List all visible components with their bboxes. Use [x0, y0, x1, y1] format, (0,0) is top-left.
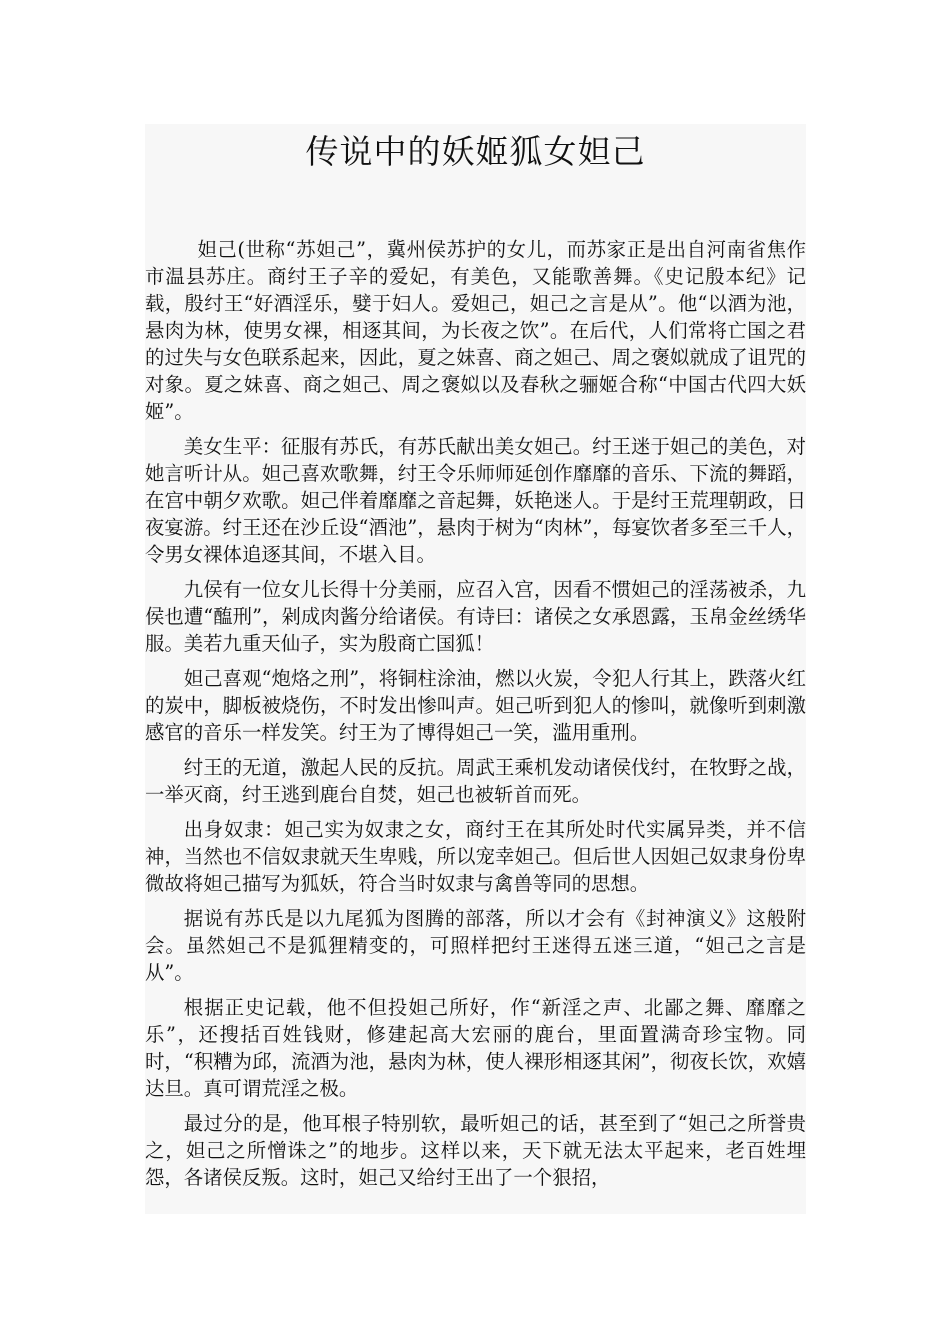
document-title: 传说中的妖姬狐女妲己 [305, 132, 646, 171]
paragraph-origin: 出身奴隶：妲己实为奴隶之女，商纣王在其所处时代实属异类，并不信神，当然也不信奴隶就天生卑贱，所以宠幸妲己。但后世人因妲己奴隶身份卑微故将妲己描写为狐妖，符合当时奴隶与禽兽等同的思想。 [145, 818, 806, 895]
paragraph-excess: 最过分的是，他耳根子特别软，最听妲己的话，甚至到了“妲己之所誉贵之，妲己之所憎诛之”的地步。这样以来，天下就无法太平起来，老百姓埋怨，各诸侯反叛。这时，妲己又给纣王出了一个狠招， [145, 1112, 806, 1189]
paragraph-jiuhou: 九侯有一位女儿长得十分美丽，应召入宫，因看不惯妲己的淫荡被杀，九侯也遭“醢刑”，剁成肉酱分给诸侯。有诗曰：诸侯之女承恩露，玉帛金丝绣华服。美若九重天仙子，实为殷商亡国狐！ [145, 578, 806, 655]
paragraph-paoluo: 妲己喜观“炮烙之刑”，将铜柱涂油，燃以火炭，令犯人行其上，跌落火红的炭中，脚板被烧伤，不时发出惨叫声。妲己听到犯人的惨叫，就像听到刺激感官的音乐一样发笑。纣王为了博得妲己一笑，滥用重刑。 [145, 667, 806, 744]
paragraph-downfall: 纣王的无道，激起人民的反抗。周武王乘机发动诸侯伐纣，在牧野之战，一举灭商，纣王逃到鹿台自焚，妲己也被斩首而死。 [145, 756, 806, 806]
paragraph-history: 根据正史记载，他不但投妲己所好，作“新淫之声、北鄙之舞、靡靡之乐”，还搜括百姓钱财，修建起高大宏丽的鹿台，里面置满奇珍宝物。同时，“积糟为邱，流酒为池，悬肉为林，使人裸形相逐其闲”，彻夜长饮，欢嬉达旦。真可谓荒淫之极。 [145, 996, 806, 1100]
document-body [145, 236, 806, 1191]
paragraph-legend: 据说有苏氏是以九尾狐为图腾的部落，所以才会有《封神演义》这般附会。虽然妲己不是狐狸精变的，可照样把纣王迷得五迷三道，“妲己之言是从”。 [145, 907, 806, 984]
paragraph-daji-intro: 妲己(世称“苏妲己”，冀州侯苏护的女儿，而苏家正是出自河南省焦作市温县苏庄。商纣王子辛的爱妃，有美色，又能歌善舞。《史记殷本纪》记载，殷纣王“好酒淫乐，嬖于妇人。爱妲己，妲己之言是从”。他“以酒为池，悬肉为林，使男女裸，相逐其间，为长夜之饮”。在后代，人们常将亡国之君的过失与女色联系起来，因此，夏之妹喜、商之妲己、周之褒姒就成了诅咒的对象。夏之妹喜、商之妲己、周之褒姒以及春秋之骊姬合称“中国古代四大妖姬”。 [145, 238, 806, 423]
paragraph-life: 美女生平：征服有苏氏，有苏氏献出美女妲己。纣王迷于妲己的美色，对她言听计从。妲己喜欢歌舞，纣王令乐师师延创作靡靡的音乐、下流的舞蹈，在宫中朝夕欢歌。妲己伴着靡靡之音起舞，妖艳迷人。于是纣王荒理朝政，日夜宴游。纣王还在沙丘设“酒池”，悬肉于树为“肉林”，每宴饮者多至三千人，令男女裸体追逐其间，不堪入目。 [145, 435, 806, 566]
document-page [145, 124, 806, 1214]
